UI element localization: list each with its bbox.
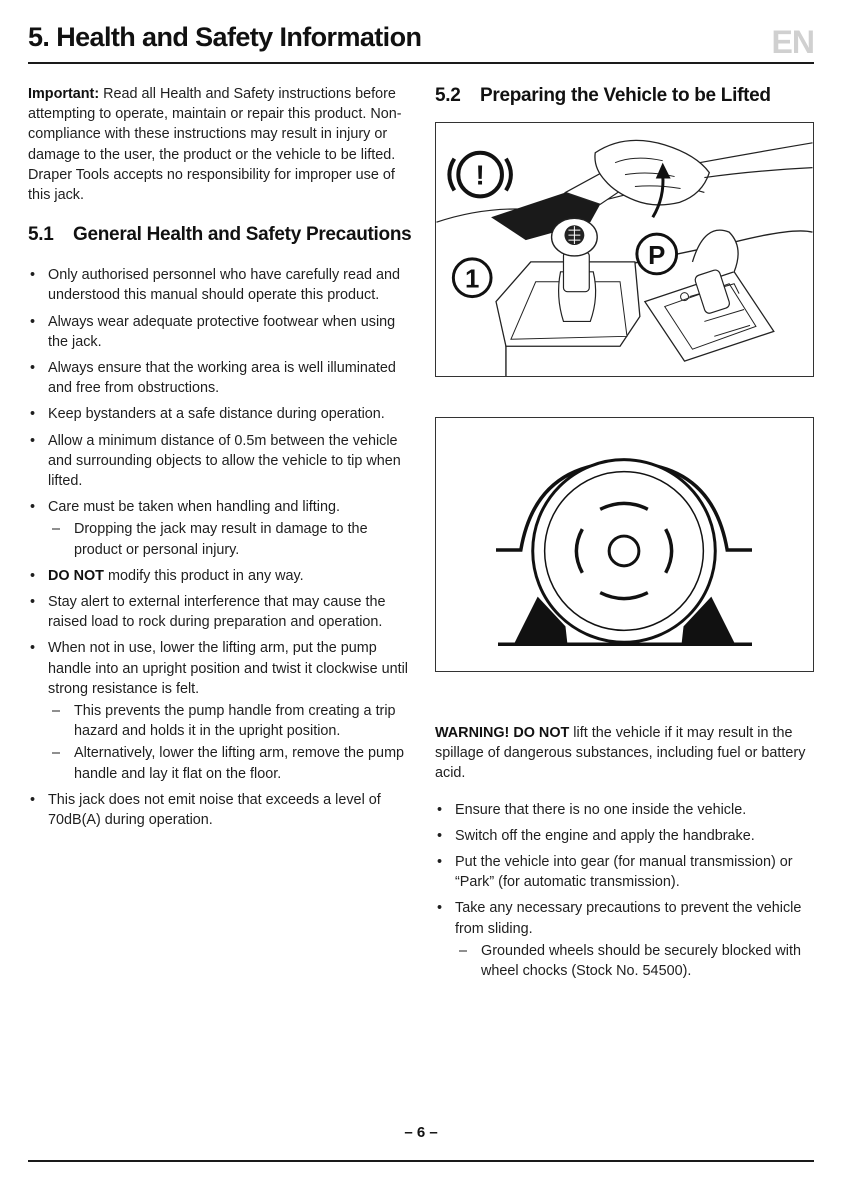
language-badge: EN bbox=[771, 24, 814, 60]
warning-lead: WARNING! DO NOT bbox=[435, 725, 570, 741]
list-item: • DO NOT modify this product in any way. bbox=[30, 567, 304, 584]
list-item: • Always wear adequate protective footwear when using the jack. bbox=[30, 313, 396, 350]
warning-text: lift the vehicle if it may result in the spillage of dangerous substances, including fuel or battery acid. bbox=[435, 725, 806, 782]
gear-handbrake-illustration bbox=[435, 122, 814, 377]
section-5-2-number: 5.2 bbox=[435, 85, 461, 106]
wheel-chock-svg bbox=[436, 418, 813, 671]
left-column bbox=[28, 84, 412, 836]
handbrake-warning-icon: ! bbox=[475, 159, 485, 191]
preparation-list bbox=[435, 800, 815, 982]
header-divider bbox=[28, 62, 814, 64]
step-number-label: 1 bbox=[465, 265, 480, 294]
sub-list-item: – Grounded wheels should be securely blocked with wheel chocks (Stock No. 54500). bbox=[459, 942, 801, 980]
list-item: • Take any necessary precautions to prevent the vehicle from sliding. – Grounded wheels should be securely blocked with wheel chocks (Stock No. 54500). bbox=[435, 898, 815, 981]
intro-text: Read all Health and Safety instructions before attempting to operate, maintain or repair this product. Non-compliance with these instructions may result in injury or damage to the user, the product or the vehicle to be lifted. Draper Tools accepts no responsibility for improper use of this jack. bbox=[28, 86, 402, 204]
sub-list bbox=[48, 701, 412, 784]
wheel-chock-illustration bbox=[435, 417, 814, 672]
list-item: • Put the vehicle into gear (for manual transmission) or “Park” (for automatic transmission). bbox=[437, 854, 793, 891]
list-item: • Always ensure that the working area is well illuminated and free from obstructions. bbox=[30, 360, 396, 397]
park-label: P bbox=[648, 241, 666, 270]
section-5-2-heading bbox=[435, 84, 815, 108]
gear-handbrake-svg bbox=[436, 123, 813, 376]
right-column bbox=[435, 84, 815, 108]
list-item: • Ensure that there is no one inside the vehicle. bbox=[437, 801, 747, 818]
intro-paragraph bbox=[28, 84, 412, 205]
sub-list bbox=[455, 941, 815, 981]
sub-list-item: – This prevents the pump handle from creating a trip hazard and holds it in the upright position. bbox=[52, 703, 396, 740]
list-item: • Care must be taken when handling and lifting. – Dropping the jack may result in damage to the product or personal injury. bbox=[28, 497, 412, 560]
list-item: • Only authorised personnel who have carefully read and understood this manual should operate this product. bbox=[30, 267, 400, 304]
list-item: • Stay alert to external interference that may cause the raised load to rock during preparation and operation. bbox=[30, 594, 386, 631]
sub-list-item: – Dropping the jack may result in damage to the product or personal injury. bbox=[52, 521, 368, 558]
sub-list bbox=[48, 519, 412, 559]
list-item: • Allow a minimum distance of 0.5m between the vehicle and surrounding objects to allow the vehicle to tip when lifted. bbox=[30, 432, 401, 490]
page-number: – 6 – bbox=[404, 1124, 438, 1141]
section-5-2-title: Preparing the Vehicle to be Lifted bbox=[480, 85, 771, 106]
list-item: • This jack does not emit noise that exceeds a level of 70dB(A) during operation. bbox=[30, 791, 381, 829]
section-5-1-number: 5.1 bbox=[28, 224, 54, 246]
section-5-1-heading bbox=[28, 223, 412, 247]
footer-divider bbox=[28, 1160, 814, 1162]
warning-paragraph bbox=[435, 723, 815, 784]
list-item: • When not in use, lower the lifting arm, put the pump handle into an upright position and twist it clockwise until strong resistance is felt. – This prevents the pump handle from creating a trip hazard and holds it in the upright position. – Alternatively, lower the lifting arm, remove the pump handle and lay it flat on the floor. bbox=[28, 638, 412, 783]
warning-block bbox=[435, 723, 815, 987]
section-5-1-title: General Health and Safety Precautions bbox=[73, 224, 412, 246]
list-item: • Switch off the engine and apply the handbrake. bbox=[437, 827, 755, 844]
intro-lead: Important: bbox=[28, 86, 100, 102]
sub-list-item: – Alternatively, lower the lifting arm, remove the pump handle and lay it flat on the floor. bbox=[52, 745, 405, 782]
precautions-list bbox=[28, 265, 412, 830]
list-item: • Keep bystanders at a safe distance during operation. bbox=[30, 406, 385, 423]
page-title: 5. Health and Safety Information bbox=[28, 22, 422, 52]
